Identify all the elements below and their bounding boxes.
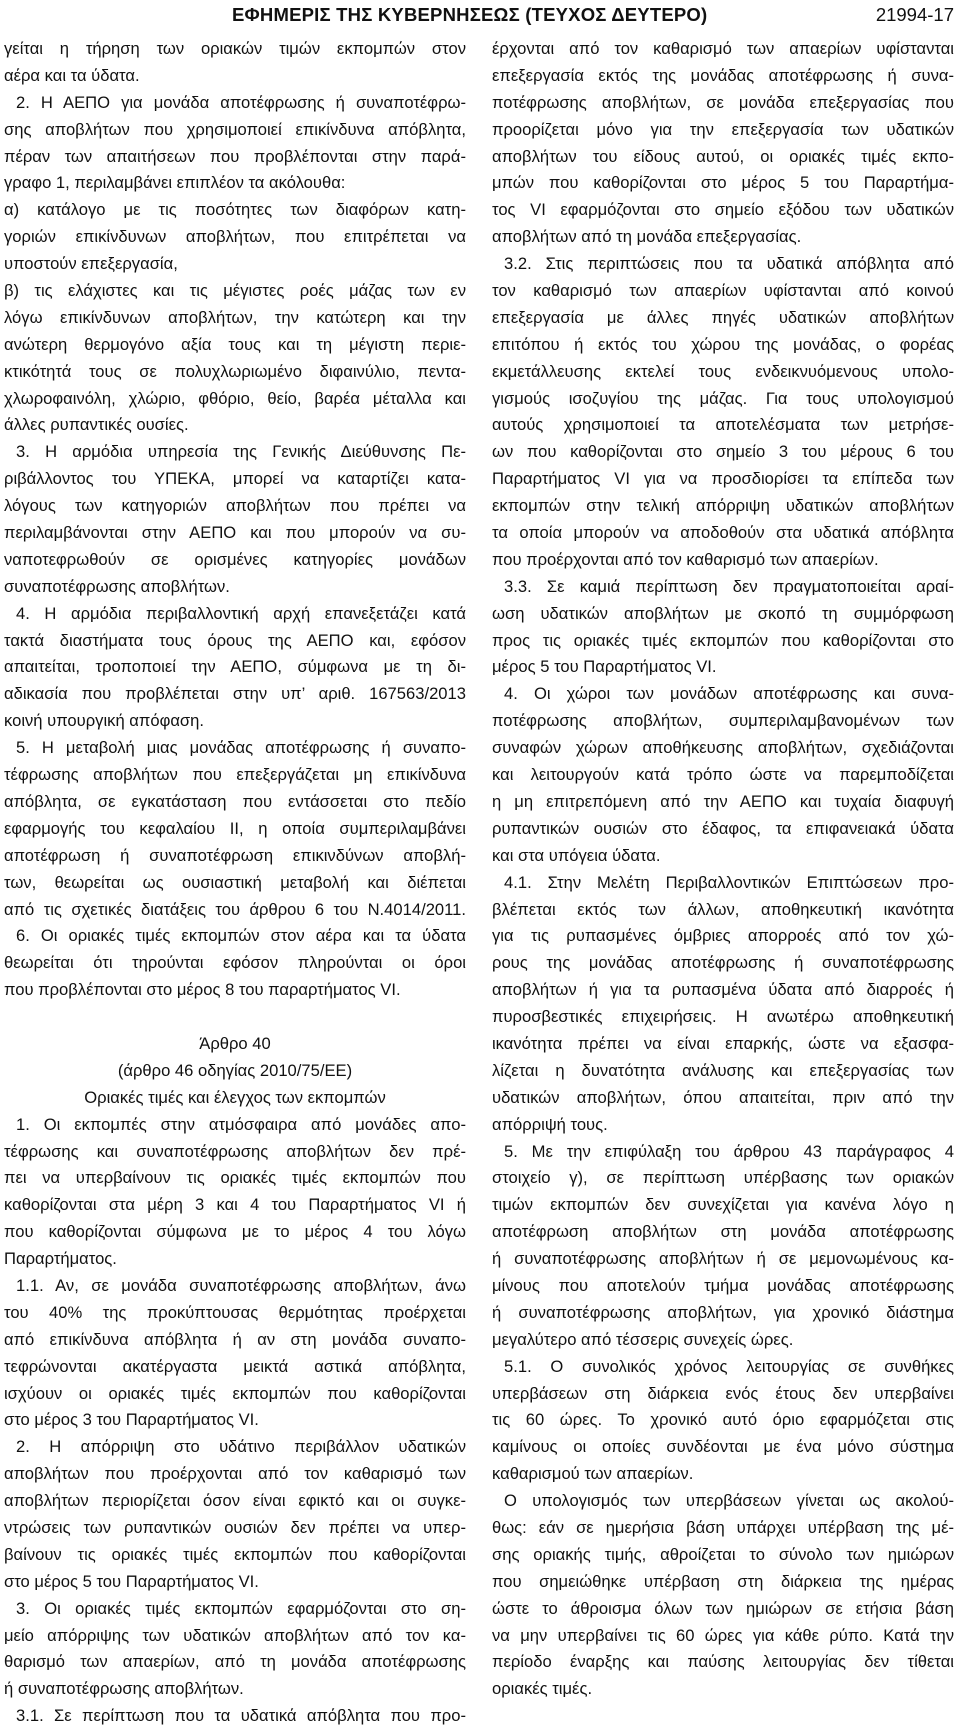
text-line: και στα υπόγεια ύδατα. (492, 845, 661, 865)
text-line: περιλαμβάνονται στην ΑΕΠΟ και που μπορούν να συ- (4, 523, 466, 543)
text-line: θως: εάν σε ημερήσια βάση υπάρχει υπέρβαση της μέ- (492, 1517, 954, 1537)
text-line: σης αποβλήτων που χρησιμοποιεί επικίνδυνα απόβλητα, (4, 119, 466, 139)
text-line: τακτά διαστήματα τους όρους της ΑΕΠΟ και, εφόσον (4, 630, 466, 650)
text-line: λίζεται η δυνατότητα ανάλυσης και επεξεργασίας των (492, 1060, 954, 1080)
text-line: σης οριακής τιμής, αθροίζεται το σύνολο των ημιώρων (492, 1544, 954, 1564)
text-line: τα οποία μπορούν να αποδοθούν στα υδατικά απόβλητα (492, 523, 954, 543)
text-line: 5. Με την επιφύλαξη του άρθρου 43 παράγραφος 4 (504, 1141, 954, 1161)
text-line: καμίνους οι οποίες συνδέονται με ένα μόνο σύστημα (492, 1437, 954, 1457)
text-line: 4. Η αρμόδια περιβαλλοντική αρχή επανεξετάζει κατά (16, 603, 466, 623)
text-line: τέφρωσης και συναποτέφρωσης αποβλήτων δεν πρέ- (4, 1141, 466, 1161)
text-line: μπών που καθορίζονται στο μέρος 5 του Παραρτήμα- (492, 173, 954, 193)
text-line: αποβλήτων περιορίζεται όσον είναι εφικτό και οι συγκε- (4, 1491, 466, 1511)
text-line: περίοδο έναρξης και παύσης λειτουργίας δεν τίθεται (492, 1652, 954, 1672)
text-line: που καθορίζονται σύμφωνα με το μέρος 4 του λόγω (4, 1222, 466, 1242)
text-line: που σημειώθηκε υπέρβαση στη διάρκεια της ημέρας (492, 1571, 954, 1591)
text-line: έρχονται από τον καθαρισμό των απαερίων υφίστανται (492, 39, 954, 58)
text-line: απόβλητα, σε εγκατάσταση που εντάσσεται στο πεδίο (4, 791, 466, 811)
text-line: οριακές τιμές. (492, 1679, 593, 1699)
left-column (4, 36, 466, 1730)
text-line: ανώτερη θερμογόνο αξία τους και τη μέγιστη περιε- (4, 334, 466, 354)
text-line: μίνους που αποτελούν τμήμα μονάδας αποτέφρωσης (492, 1275, 954, 1295)
text-line: γείται η τήρηση των οριακών τιμών εκπομπών στον (4, 39, 466, 58)
text-line: ή συναποτέφρωσης αποβλήτων ή σε μεμονωμένους κα- (492, 1249, 954, 1269)
text-line: αποτέφρωση αποβλήτων στη μονάδα αποτέφρωσης (492, 1222, 954, 1242)
text-line: προορίζεται μόνο για την επεξεργασία των υδατικών (492, 119, 954, 139)
text-line: εκπομπών στην τελική απόρριψη υδατικών αποβλήτων (492, 496, 954, 516)
text-line: μέρος 5 του Παραρτήματος VI. (492, 657, 717, 677)
text-line: να μην υπερβαίνει τις 60 ώρες για κάθε ρύπο. Κατά την (492, 1625, 954, 1645)
article-heading-line: (άρθρο 46 οδηγίας 2010/75/ΕΕ) (117, 1060, 353, 1080)
text-line: στο μέρος 3 του Παραρτήματος VI. (4, 1410, 259, 1430)
text-line: συναφών χώρων αποθήκευσης αποβλήτων, σχεδιάζονται (492, 738, 954, 758)
article-heading-line: Οριακές τιμές και έλεγχος των εκπομπών (84, 1087, 386, 1107)
text-line: και λειτουργούν κατά τρόπο ώστε να παρεμποδίζεται (492, 765, 954, 785)
text-line: 3.3. Σε καμιά περίπτωση δεν πραγματοποιείται αραί- (504, 576, 954, 596)
text-line: ριβάλλοντος του ΥΠΕΚΑ, μπορεί να καταρτίζει κατα- (4, 469, 466, 489)
text-line: επεξεργασία με άλλες πηγές υδατικών αποβλήτων (492, 307, 954, 327)
text-line: αποβλήτων του είδους αυτού, οι οριακές τιμές εκπο- (492, 146, 954, 166)
text-line: ρυπαντικών ουσιών στο έδαφος, τα επιφανειακά ύδατα (492, 818, 954, 838)
text-line: τις 60 ώρες. Το χρονικό αυτό όριο εφαρμόζεται στις (492, 1410, 954, 1430)
text-line: που προβλέπονται στο μέρος 8 του παραρτήματος VI. (4, 980, 401, 1000)
text-line: άλλες ρυπαντικές ουσίες. (4, 415, 189, 435)
text-line: ποτέφρωσης αποβλήτων, σε μονάδα επεξεργασίας που (492, 92, 954, 112)
text-line: αυτούς χρησιμοποιεί τα αποτελέσματα των μετρήσε- (492, 415, 954, 435)
text-line: λόγους των κατηγοριών αποβλήτων που πρέπει να (4, 496, 466, 516)
text-line: στο μέρος 5 του Παραρτήματος VI. (4, 1571, 259, 1591)
text-line: τέφρωσης αποβλήτων που επεξεργάζεται μη επικίνδυνα (4, 765, 466, 785)
text-line: α) κατάλογο με τις ποσότητες των διαφόρων κατη- (4, 200, 466, 220)
text-line: ων που καθορίζονται στο σημείο 3 του μέρους 6 του (492, 442, 954, 462)
article-heading-line: Άρθρο 40 (199, 1033, 271, 1053)
text-line: ωση υδατικών αποβλήτων με σκοπό τη συμμόρφωση (492, 603, 954, 623)
text-line: τιμών εκπομπών δεν συνεχίζεται για κανένα λόγο η (492, 1195, 954, 1215)
text-line: 3. Η αρμόδια υπηρεσία της Γενικής Διεύθυνσης Πε- (16, 442, 466, 462)
text-line: ή συναποτέφρωσης αποβλήτων. (4, 1679, 244, 1699)
text-line: αδικασία που προβλέπεται στην υπ’ αριθ. 167563/2013 (4, 684, 466, 704)
text-line: απόρριψή τους. (492, 1114, 608, 1134)
text-line: ποτέφρωσης αποβλήτων, συμπεριλαμβανομένων των (492, 711, 954, 731)
text-line: γοριών επικίνδυνων αποβλήτων, που επιτρέπεται να (4, 227, 466, 247)
text-line: αποβλήτων που προέρχονται από τον καθαρισμό των (4, 1464, 466, 1484)
text-line: λόγω επικίνδυνων αποβλήτων, την κατώτερη και την (4, 307, 466, 327)
text-line: επεξεργασία εκτός της μονάδας αποτέφρωσης ή συνα- (492, 65, 954, 85)
text-line: πέραν των απαιτήσεων που προβλέπονται στην παρά- (4, 146, 466, 166)
text-line: τεφρώνονται ακατέργαστα μεικτά αστικά απόβλητα, (4, 1356, 466, 1376)
text-line: 5.1. Ο συνολικός χρόνος λειτουργίας σε συνθήκες (504, 1356, 954, 1376)
text-line: 3.2. Στις περιπτώσεις που τα υδατικά απόβλητα από (504, 254, 954, 274)
text-line: ή συναποτέφρωσης αποβλήτων, για χρονικό διάστημα (492, 1302, 954, 1322)
text-line: καθορίζονται στα μέρη 3 και 4 του Παραρτήματος VI ή (4, 1195, 466, 1215)
text-line: πυροσβεστικές επιχειρήσεις. Η ανωτέρω αποθηκευτική (492, 1007, 954, 1027)
text-line: Ο υπολογισμός των υπερβάσεων γίνεται ως ακολού- (504, 1491, 954, 1511)
text-line: αποβλήτων από τη μονάδα επεξεργασίας. (492, 227, 802, 247)
text-line: απαιτείται, τροποποιεί την ΑΕΠΟ, σύμφωνα με τη δι- (4, 657, 466, 677)
page-number: 21994-17 (875, 4, 954, 25)
text-line: ώστε το άθροισμα όλων των ημιώρων σε ετήσια βάση (492, 1598, 954, 1618)
text-line: βαίνουν τις οριακές τιμές εκπομπών που καθορίζονται (4, 1544, 466, 1564)
text-line: γραφο 1, περιλαμβάνει επιπλέον τα ακόλουθα: (4, 173, 346, 193)
text-line: 2. Η ΑΕΠΟ για μονάδα αποτέφρωσης ή συναποτέφρω- (16, 92, 466, 112)
text-line: 6. Οι οριακές τιμές εκπομπών στον αέρα και τα ύδατα (16, 926, 466, 946)
text-line: 2. Η απόρριψη στο υδάτινο περιβάλλον υδατικών (16, 1437, 466, 1457)
text-line: εκμετάλλευσης εκτελεί τους ενδεικνυόμενους υπολο- (492, 361, 954, 381)
text-line: β) τις ελάχιστες και τις μέγιστες ροές μάζας των εν (4, 281, 466, 301)
text-line: 5. Η μεταβολή μιας μονάδας αποτέφρωσης ή συναπο- (16, 738, 466, 758)
text-line: βλέπεται εκτός των άλλων, αποθηκευτική ικανότητα (492, 899, 954, 919)
text-line: γισμούς ισοζυγίου της μάζας. Για τους υπολογισμού (492, 388, 954, 408)
text-line: χλωροφαινόλη, χλώριο, φθόριο, θείο, βαρέα μέταλλα και (4, 388, 466, 408)
text-line: 4. Οι χώροι των μονάδων αποτέφρωσης και συνα- (504, 684, 954, 704)
text-line: αέρα και τα ύδατα. (4, 65, 140, 85)
text-line: υδατικών αποβλήτων, όπου απαιτείται, πριν από την (492, 1087, 954, 1107)
text-line: ντρώσεις των ρυπαντικών ουσιών δεν πρέπει να υπερ- (4, 1517, 466, 1537)
text-line: υπερβάσεων στη διάρκεια ενός έτους δεν υπερβαίνει (492, 1383, 954, 1403)
text-line: Παραρτήματος. (4, 1249, 117, 1269)
text-line: κτικότητά τους σε πολυχλωριωμένο διφαινύλιο, πεντα- (4, 361, 466, 381)
text-line: 1.1. Αν, σε μονάδα συναποτέφρωσης αποβλήτων, άνω (16, 1275, 466, 1295)
text-line: Παραρτήματος VI για να προσδιορίσει τα επίπεδα των (492, 469, 954, 489)
text-line: τον καθαρισμό των απαερίων υφίστανται από κοινού (492, 281, 954, 301)
text-line: των, θεωρείται ως ουσιαστική μεταβολή και διέπεται (4, 872, 466, 892)
text-line: ναποτεφρωθούν σε ορισμένες κατηγορίες μονάδων (4, 549, 466, 569)
text-line: πει να υπερβαίνουν τις οριακές τιμές εκπομπών που (4, 1168, 466, 1188)
page-header (0, 0, 960, 34)
text-line: ικανότητα πρέπει να είναι επαρκής, ώστε να εξασφα- (492, 1033, 954, 1053)
text-line: στοιχείο γ), σε περίπτωση υπέρβασης των οριακών (492, 1168, 954, 1188)
text-line: από επικίνδυνα απόβλητα ή αν στη μονάδα συναπο- (4, 1329, 466, 1349)
right-column (492, 36, 954, 1703)
text-line: ισχύουν οι οριακές τιμές εκπομπών που καθορίζονται (4, 1383, 466, 1403)
text-line: συναποτέφρωσης αποβλήτων. (4, 576, 230, 596)
text-line: θεωρείται ότι τηρούνται εφόσον πληρούνται οι όροι (4, 953, 466, 973)
text-line (4, 1004, 466, 1031)
gazette-title: ΕΦΗΜΕΡΙΣ ΤΗΣ ΚΥΒΕΡΝΗΣΕΩΣ (ΤΕΥΧΟΣ ΔΕΥΤΕΡΟ) (232, 4, 708, 25)
text-line: τος VI εφαρμόζονται στο σημείο εξόδου των υδατικών (492, 200, 954, 220)
text-line: προς τις οριακές τιμές εκπομπών που καθορίζονται στο (492, 630, 954, 650)
text-line: επιτόπου ή εκτός του χώρου της μονάδας, ο φορέας (492, 334, 954, 354)
text-line: εφαρμογής του κεφαλαίου ΙΙ, η οποία συμπεριλαμβάνει (4, 818, 466, 838)
text-line: 3.1. Σε περίπτωση που τα υδατικά απόβλητα που προ- (16, 1706, 466, 1726)
text-line: υποστούν επεξεργασία, (4, 254, 178, 274)
text-line: 3. Οι οριακές τιμές εκπομπών εφαρμόζονται στο ση- (16, 1598, 466, 1618)
text-line: μείο απόρριψης των υδατικών αποβλήτων από τον κα- (4, 1625, 466, 1645)
text-line: 1. Οι εκπομπές στην ατμόσφαιρα από μονάδες απο- (16, 1114, 466, 1134)
text-line: του 40% της προκύπτουσας θερμότητας προέρχεται (4, 1302, 466, 1322)
text-line: μεγαλύτερο από τέσσερις συνεχείς ώρες. (492, 1329, 794, 1349)
text-line: καθαρισμού των απαερίων. (492, 1464, 694, 1484)
text-line: 4.1. Στην Μελέτη Περιβαλλοντικών Επιπτώσεων προ- (504, 872, 954, 892)
text-line: η μη επιτρεπόμενη από την ΑΕΠΟ και τυχαία διαφυγή (492, 791, 954, 811)
text-line: που προέρχονται από τον καθαρισμό των απαερίων. (492, 549, 879, 569)
text-line: για τις ρυπασμένες όμβριες απορροές από τον χώ- (492, 926, 954, 946)
text-line: αποτέφρωση ή συναποτέφρωση επικινδύνων αποβλή- (4, 845, 466, 865)
text-line: ρους της μονάδας αποτέφρωσης ή συναποτέφρωσης (492, 953, 954, 973)
text-line: από τις σχετικές διατάξεις του άρθρου 6 του Ν.4014/2011. (4, 899, 466, 919)
text-line: θαρισμό των απαερίων, από τη μονάδα αποτέφρωσης (4, 1652, 466, 1672)
text-line: κοινή υπουργική απόφαση. (4, 711, 204, 731)
text-line: αποβλήτων ή για τα ρυπασμένα ύδατα από διαρροές ή (492, 980, 954, 1000)
